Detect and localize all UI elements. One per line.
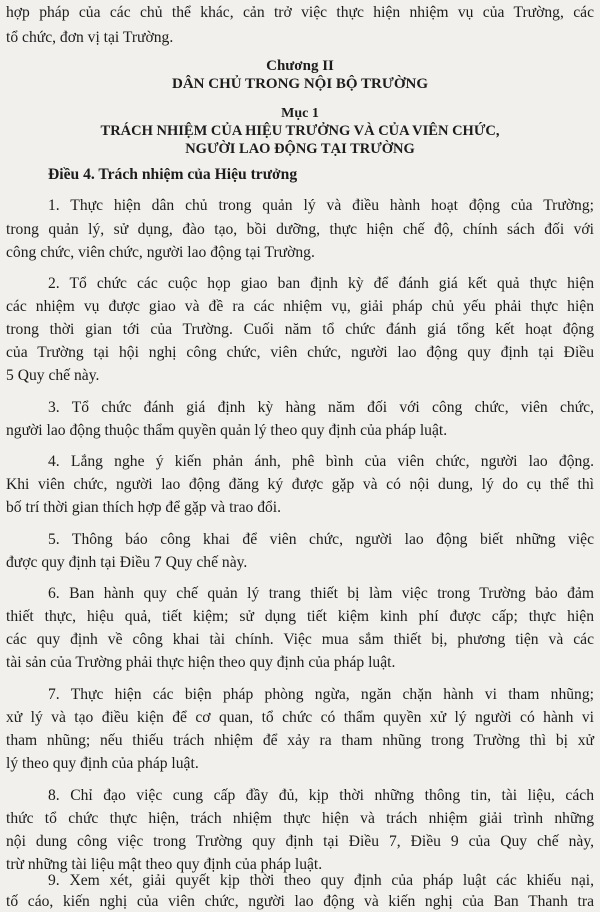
- article-line: 6. Ban hành quy chế quản lý trang thiết bị làm việc trong Trường bảo đảm: [48, 585, 594, 602]
- article-line: của Trường tại hội nghị công chức, viên chức, người lao động quy định tại Điều: [6, 344, 594, 361]
- article-line: nội dung công việc trong Trường quy định tại Điều 7, Điều 9 của Quy chế này,: [6, 833, 594, 850]
- article-line: tài sản của Trường phải thực hiện theo quy định của pháp luật.: [6, 654, 396, 671]
- article-line: người lao động thuộc thẩm quyền quản lý theo quy định của pháp luật.: [6, 422, 448, 439]
- article-line: 3. Tổ chức đánh giá định kỳ hàng năm đối với công chức, viên chức,: [48, 399, 594, 416]
- article-line: 5 Quy chế này.: [6, 367, 100, 384]
- article-line: 7. Thực hiện các biện pháp phòng ngừa, ngăn chặn hành vi tham nhũng;: [48, 686, 594, 703]
- article-line: lý theo quy định của pháp luật.: [6, 755, 199, 772]
- paragraph-continuation-line: tổ chức, đơn vị tại Trường.: [6, 29, 174, 46]
- article-line: thiết thực, hiệu quả, tiết kiệm; sử dụng tiết kiệm kinh phí được cấp; thực hiện: [6, 608, 594, 625]
- article-heading: Điều 4. Trách nhiệm của Hiệu trưởng: [48, 166, 298, 183]
- chapter-number: Chương II: [266, 58, 334, 74]
- article-line: 9. Xem xét, giải quyết kịp thời theo quy định của pháp luật các khiếu nại,: [48, 872, 594, 889]
- article-line: trong thời gian tới của Trường. Cuối năm tổ chức đánh giá tổng kết hoạt động: [6, 321, 594, 338]
- article-line: 2. Tổ chức các cuộc họp giao ban định kỳ để đánh giá kết quả thực hiện: [48, 275, 594, 292]
- section-title-line: NGƯỜI LAO ĐỘNG TẠI TRƯỜNG: [185, 141, 415, 157]
- article-line: 5. Thông báo công khai để viên chức, người lao động biết những việc: [48, 531, 594, 548]
- article-line: 1. Thực hiện dân chủ trong quản lý và điều hành hoạt động của Trường;: [48, 197, 594, 214]
- article-line: 8. Chỉ đạo việc cung cấp đầy đủ, kịp thời những thông tin, tài liệu, cách: [48, 787, 594, 804]
- article-line: trong quản lý, sử dụng, đào tạo, bồi dưỡng, thực hiện chế độ, chính sách đối với: [6, 221, 594, 238]
- article-line: xử lý và tạo điều kiện để cơ quan, tổ chức có thẩm quyền xử lý người có hành vi: [6, 709, 594, 726]
- article-line: các nhiệm vụ được giao và đề ra các nhiệm vụ, giải pháp chủ yếu phải thực hiện: [6, 298, 594, 315]
- article-line: các quy định về công khai tài chính. Việc mua sắm thiết bị, phương tiện và các: [6, 631, 594, 648]
- article-line: công chức, viên chức, người lao động tại Trường.: [6, 244, 315, 261]
- article-line: tố cáo, kiến nghị của viên chức, người lao động và kiến nghị của Ban Thanh tra: [6, 893, 594, 910]
- article-line: bố trí thời gian thích hợp để gặp và trao đổi.: [6, 499, 282, 516]
- article-line: tham nhũng; nếu thiếu trách nhiệm để xảy ra tham nhũng trong Trường thì bị xử: [6, 732, 594, 749]
- paragraph-continuation-line: hợp pháp của các chủ thể khác, cản trở việc thực hiện nhiệm vụ của Trường, các: [6, 4, 594, 21]
- section-number: Mục 1: [281, 106, 319, 121]
- section-title-line: TRÁCH NHIỆM CỦA HIỆU TRƯỞNG VÀ CỦA VIÊN CHỨC,: [100, 123, 500, 139]
- article-line: thức tổ chức thực hiện, trách nhiệm thực hiện và trách nhiệm giải trình những: [6, 810, 594, 827]
- chapter-title: DÂN CHỦ TRONG NỘI BỘ TRƯỜNG: [172, 76, 428, 92]
- article-line: Khi viên chức, người lao động đăng ký được gặp và có nội dung, lý do cụ thể thì: [6, 476, 594, 493]
- article-line: được quy định tại Điều 7 Quy chế này.: [6, 554, 248, 571]
- article-line: 4. Lắng nghe ý kiến phản ánh, phê bình của viên chức, người lao động.: [48, 453, 594, 470]
- article-line: trừ những tài liệu mật theo quy định của pháp luật.: [6, 856, 323, 873]
